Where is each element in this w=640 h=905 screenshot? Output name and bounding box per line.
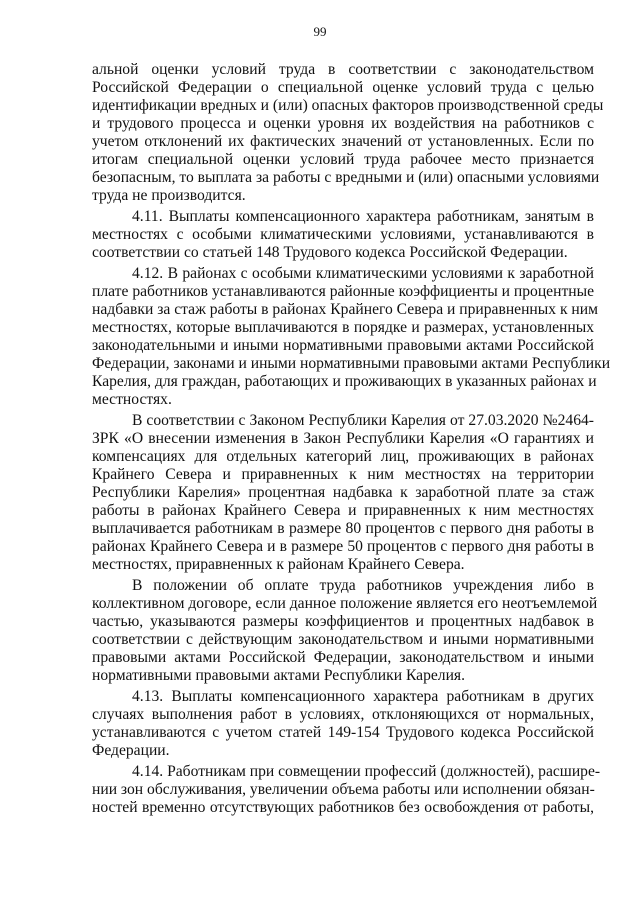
text-line-content: законодательными и иными нормативными правовыми актами Российской bbox=[92, 337, 594, 354]
text-line-content: работы в районах Крайнего Севера и приравненных к ним местностях bbox=[92, 502, 594, 519]
paragraph bbox=[92, 265, 611, 409]
text-line bbox=[92, 631, 594, 649]
text-line bbox=[92, 742, 594, 760]
document-body bbox=[92, 61, 611, 817]
text-line bbox=[92, 97, 604, 115]
text-line-content: устанавливаются с учетом статей 149-154 Трудового кодекса Российской bbox=[92, 724, 594, 741]
text-line-content: местностях с особыми климатическими условиями, устанавливаются в bbox=[92, 226, 594, 243]
text-line bbox=[92, 226, 594, 244]
text-line bbox=[92, 169, 600, 187]
text-line bbox=[92, 595, 598, 613]
paragraph bbox=[92, 688, 594, 760]
text-line-content: идентификации вредных и (или) опасных факторов производственной среды bbox=[92, 97, 604, 114]
text-line bbox=[92, 319, 594, 337]
text-line bbox=[92, 412, 594, 430]
text-line bbox=[92, 430, 594, 448]
text-line-content: местностях. bbox=[92, 391, 172, 408]
text-line bbox=[92, 79, 594, 97]
paragraph bbox=[92, 763, 601, 817]
text-line-content: случаях выполнения работ в условиях, отклоняющихся от нормальных, bbox=[92, 706, 594, 723]
text-line bbox=[92, 337, 594, 355]
text-line bbox=[92, 484, 594, 502]
text-line-content: Федерации, законами и иными нормативными правовыми актами Республики bbox=[92, 355, 611, 372]
page-number: 99 bbox=[313, 24, 327, 39]
text-line-content: выплачивается работникам в размере 80 процентов с первого дня работы в bbox=[92, 520, 594, 537]
text-line-content: местностях, которые выплачиваются в порядке и размерах, установленных bbox=[92, 319, 594, 336]
text-line bbox=[92, 208, 594, 226]
text-line-content: нормативными правовыми актами Республики Карелия. bbox=[92, 667, 465, 684]
text-line bbox=[92, 706, 594, 724]
paragraph bbox=[92, 412, 594, 574]
text-line-content: 4.12. В районах с особыми климатическими условиями к заработной bbox=[132, 265, 594, 282]
text-line-content: компенсациях для отдельных категорий лиц, проживающих в районах bbox=[92, 448, 594, 465]
text-line bbox=[92, 688, 594, 706]
text-line bbox=[92, 448, 594, 466]
text-line bbox=[92, 556, 594, 574]
text-line-content: труда не производится. bbox=[92, 187, 246, 204]
text-line-content: частью, указываются размеры коэффициентов и процентных надбавок в bbox=[92, 613, 594, 630]
text-line bbox=[92, 355, 611, 373]
text-line-content: соответствии с действующим законодательством и иными нормативными bbox=[92, 631, 594, 648]
text-line bbox=[92, 577, 594, 595]
text-line-content: В положении об оплате труда работников учреждения либо в bbox=[132, 577, 594, 594]
text-line-content: учетом отклонений их фактических значений от установленных. Если по bbox=[92, 133, 594, 150]
text-line-content: Российской Федерации о специальной оценке условий труда с целью bbox=[92, 79, 594, 96]
text-line bbox=[92, 301, 598, 319]
text-line bbox=[92, 502, 594, 520]
text-line-content: Крайнего Севера и приравненных к ним местностях на территории bbox=[92, 466, 594, 483]
text-line bbox=[92, 649, 594, 667]
text-line bbox=[92, 265, 594, 283]
text-line-content: альной оценки условий труда в соответствии с законодательством bbox=[92, 61, 594, 78]
text-line bbox=[92, 724, 594, 742]
text-line bbox=[92, 133, 594, 151]
text-line bbox=[92, 187, 594, 205]
text-line-content: плате работников устанавливаются районные коэффициенты и процентные bbox=[92, 283, 594, 300]
text-line bbox=[92, 244, 594, 262]
text-line-content: Карелия, для граждан, работающих и проживающих в указанных районах и bbox=[92, 373, 597, 390]
text-line-content: Республики Карелия» процентная надбавка к заработной плате за стаж bbox=[92, 484, 594, 501]
text-line bbox=[92, 781, 594, 799]
text-line-content: ЗРК «О внесении изменения в Закон Республики Карелия «О гарантиях и bbox=[92, 430, 594, 447]
text-line bbox=[92, 391, 594, 409]
text-line-content: местностях, приравненных к районам Крайнего Севера. bbox=[92, 556, 465, 573]
text-line-content: коллективном договоре, если данное положение является его неотъемлемой bbox=[92, 595, 598, 612]
text-line bbox=[92, 373, 597, 391]
text-line-content: соответствии со статьей 148 Трудового кодекса Российской Федерации. bbox=[92, 244, 568, 261]
text-line-content: 4.11. Выплаты компенсационного характера работникам, занятым в bbox=[132, 208, 594, 225]
text-line bbox=[92, 667, 594, 685]
text-line-content: итогам специальной оценки условий труда рабочее место признается bbox=[92, 151, 594, 168]
paragraph bbox=[92, 577, 598, 685]
text-line-content: районах Крайнего Севера и в размере 50 процентов с первого дня работы в bbox=[92, 538, 594, 555]
text-line-content: 4.13. Выплаты компенсационного характера работникам в других bbox=[132, 688, 594, 705]
text-line bbox=[92, 538, 594, 556]
text-line-content: и трудового процесса и оценки уровня их воздействия на работников с bbox=[92, 115, 594, 132]
paragraph bbox=[92, 61, 604, 205]
text-line-content: безопасным, то выплата за работы с вредными и (или) опасными условиями bbox=[92, 169, 600, 186]
text-line bbox=[92, 466, 594, 484]
text-line bbox=[92, 520, 594, 538]
text-line bbox=[92, 613, 594, 631]
text-line bbox=[92, 283, 594, 301]
text-line bbox=[92, 799, 594, 817]
text-line-content: нии зон обслуживания, увеличении объема работы или исполнении обязан- bbox=[92, 781, 595, 798]
text-line-content: ностей временно отсутствующих работников без освобождения от работы, bbox=[92, 799, 594, 816]
text-line bbox=[92, 115, 594, 133]
text-line bbox=[92, 151, 594, 169]
text-line-content: Федерации. bbox=[92, 742, 170, 759]
text-line bbox=[92, 763, 601, 781]
paragraph bbox=[92, 208, 594, 262]
text-line-content: правовыми актами Российской Федерации, законодательством и иными bbox=[92, 649, 594, 666]
text-line-content: В соответствии с Законом Республики Карелия от 27.03.2020 №2464- bbox=[132, 412, 594, 429]
text-line-content: 4.14. Работникам при совмещении профессий (должностей), расшире- bbox=[132, 763, 601, 780]
text-line bbox=[92, 61, 594, 79]
text-line-content: надбавки за стаж работы в районах Крайнего Севера и приравненных к ним bbox=[92, 301, 598, 318]
